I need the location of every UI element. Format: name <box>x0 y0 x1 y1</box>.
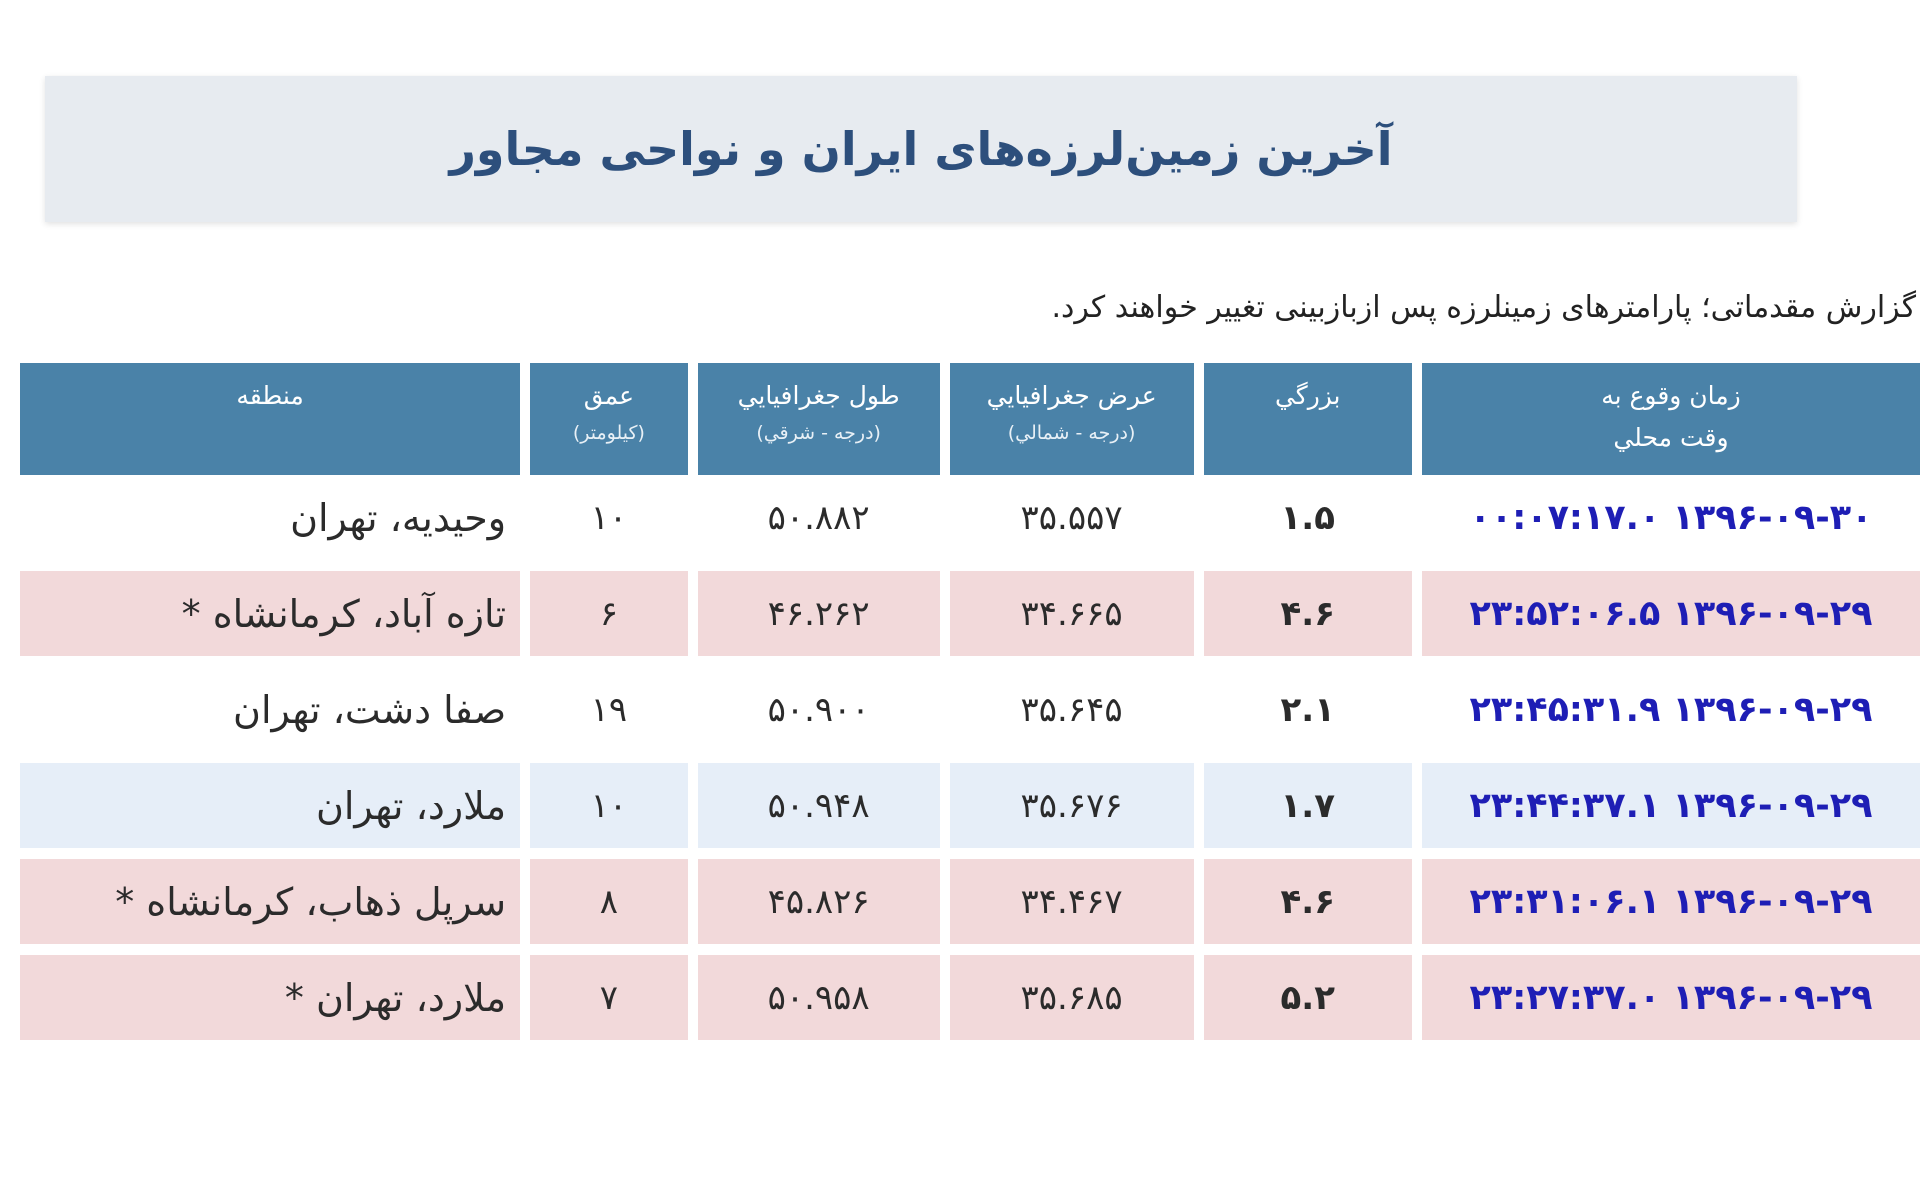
earthquake-table <box>10 363 1920 1051</box>
cell-time: ۱۳۹۶-۰۹-۲۹ ۲۳:۳۱:۰۶.۱ <box>1422 859 1920 955</box>
cell-time: ۱۳۹۶-۰۹-۳۰ ۰۰:۰۷:۱۷.۰ <box>1422 475 1920 571</box>
cell-region: سرپل ذهاب، کرمانشاه * <box>20 859 520 955</box>
column-header-longitude-sub: (درجه - شرقي) <box>756 422 881 444</box>
column-header-depth <box>530 363 688 475</box>
column-header-time-sub: وقت محلي <box>1613 423 1729 452</box>
column-header-depth-sub: (کيلومتر) <box>572 422 645 444</box>
cell-time: ۱۳۹۶-۰۹-۲۹ ۲۳:۴۴:۳۷.۱ <box>1422 763 1920 859</box>
column-header-region <box>20 363 520 475</box>
column-header-magnitude-label: بزرگي <box>1274 381 1341 410</box>
column-header-latitude-label: عرض جغرافيايي <box>986 381 1157 410</box>
cell-depth: ۱۰ <box>530 475 688 571</box>
cell-latitude: ۳۴.۶۶۵ <box>950 571 1194 667</box>
column-header-magnitude <box>1204 363 1412 475</box>
table-row <box>20 571 1920 667</box>
cell-magnitude: ۴.۶ <box>1204 859 1412 955</box>
cell-depth: ۱۰ <box>530 763 688 859</box>
preliminary-notice: گزارش مقدماتی؛ پارامترهای زمینلرزه پس ازبازبینی تغییر خواهند کرد. <box>1051 290 1916 325</box>
column-header-time-label: زمان وقوع به <box>1601 381 1741 410</box>
page-title: آخرین زمین‌لرزه‌های ایران و نواحی مجاور <box>449 122 1393 176</box>
cell-region: ملارد، تهران <box>20 763 520 859</box>
cell-latitude: ۳۵.۶۸۵ <box>950 955 1194 1051</box>
cell-depth: ۷ <box>530 955 688 1051</box>
column-header-latitude-sub: (درجه - شمالي) <box>1007 422 1136 444</box>
cell-latitude: ۳۵.۵۵۷ <box>950 475 1194 571</box>
cell-region: ملارد، تهران * <box>20 955 520 1051</box>
cell-depth: ۶ <box>530 571 688 667</box>
table-row <box>20 763 1920 859</box>
cell-longitude: ۵۰.۹۵۸ <box>698 955 940 1051</box>
cell-time: ۱۳۹۶-۰۹-۲۹ ۲۳:۵۲:۰۶.۵ <box>1422 571 1920 667</box>
cell-depth: ۸ <box>530 859 688 955</box>
cell-magnitude: ۲.۱ <box>1204 667 1412 763</box>
column-header-longitude <box>698 363 940 475</box>
column-header-region-label: منطقه <box>236 381 304 410</box>
column-header-latitude <box>950 363 1194 475</box>
cell-longitude: ۵۰.۹۴۸ <box>698 763 940 859</box>
cell-region: صفا دشت، تهران <box>20 667 520 763</box>
cell-longitude: ۵۰.۹۰۰ <box>698 667 940 763</box>
cell-magnitude: ۱.۷ <box>1204 763 1412 859</box>
cell-longitude: ۴۵.۸۲۶ <box>698 859 940 955</box>
cell-longitude: ۵۰.۸۸۲ <box>698 475 940 571</box>
column-header-depth-label: عمق <box>583 381 635 410</box>
cell-region: تازه آباد، کرمانشاه * <box>20 571 520 667</box>
table-row <box>20 955 1920 1051</box>
cell-magnitude: ۴.۶ <box>1204 571 1412 667</box>
title-banner <box>45 76 1797 222</box>
table-row <box>20 859 1920 955</box>
cell-latitude: ۳۵.۶۷۶ <box>950 763 1194 859</box>
cell-time: ۱۳۹۶-۰۹-۲۹ ۲۳:۲۷:۳۷.۰ <box>1422 955 1920 1051</box>
column-header-time <box>1422 363 1920 475</box>
cell-depth: ۱۹ <box>530 667 688 763</box>
cell-magnitude: ۵.۲ <box>1204 955 1412 1051</box>
cell-longitude: ۴۶.۲۶۲ <box>698 571 940 667</box>
cell-time: ۱۳۹۶-۰۹-۲۹ ۲۳:۴۵:۳۱.۹ <box>1422 667 1920 763</box>
table-header-row <box>20 363 1920 475</box>
cell-latitude: ۳۵.۶۴۵ <box>950 667 1194 763</box>
cell-magnitude: ۱.۵ <box>1204 475 1412 571</box>
cell-latitude: ۳۴.۴۶۷ <box>950 859 1194 955</box>
column-header-longitude-label: طول جغرافيايي <box>737 381 900 410</box>
table-row <box>20 475 1920 571</box>
cell-region: وحیدیه، تهران <box>20 475 520 571</box>
table-row <box>20 667 1920 763</box>
